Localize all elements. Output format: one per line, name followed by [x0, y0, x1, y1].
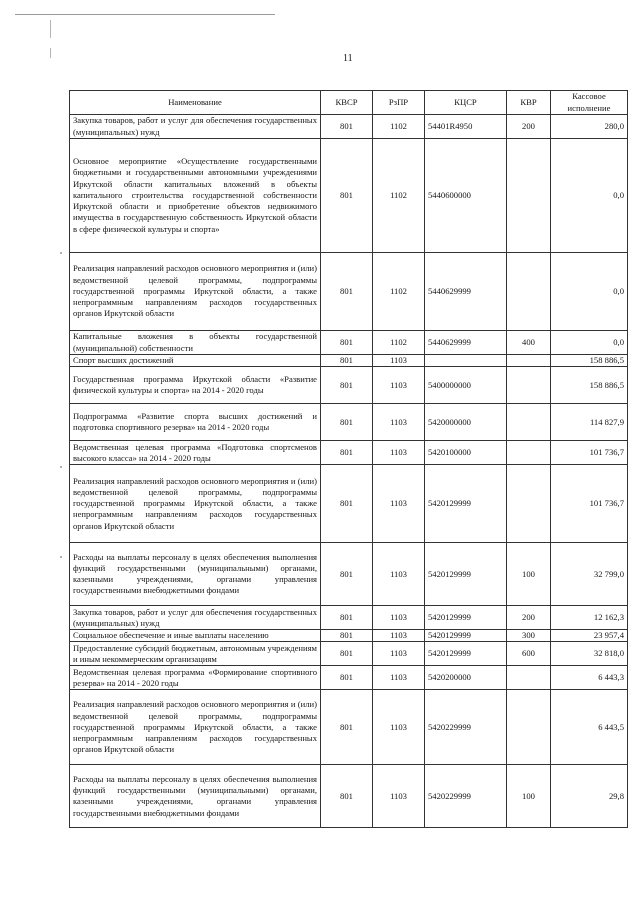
- cell-amount: 0,0: [551, 139, 628, 253]
- cell-kvr: 300: [507, 630, 551, 642]
- cell-amount: 32 818,0: [551, 642, 628, 666]
- cell-kcsr: 5440629999: [425, 331, 507, 355]
- cell-rzpr: 1102: [373, 115, 425, 139]
- cell-kvr: 200: [507, 606, 551, 630]
- cell-amount: 158 886,5: [551, 355, 628, 367]
- cell-kvr: [507, 253, 551, 331]
- cell-kvr: 200: [507, 115, 551, 139]
- cell-kcsr: 5420100000: [425, 441, 507, 465]
- table-row: [70, 690, 628, 765]
- cell-name: Спорт высших достижений: [70, 355, 321, 367]
- cell-kcsr: 5420129999: [425, 543, 507, 606]
- cell-amount: 0,0: [551, 253, 628, 331]
- cell-amount: 0,0: [551, 331, 628, 355]
- cell-kcsr: 5420129999: [425, 465, 507, 543]
- cell-name: Закупка товаров, работ и услуг для обеспечения государственных (муниципальных) нужд: [70, 606, 321, 630]
- cell-amount: 6 443,5: [551, 690, 628, 765]
- scan-artifact-dot: [60, 252, 62, 254]
- cell-kcsr: 5400000000: [425, 367, 507, 404]
- budget-execution-table: [69, 90, 628, 828]
- cell-kvr: [507, 139, 551, 253]
- cell-name: Государственная программа Иркутской области «Развитие физической культуры и спорта» на 2014 - 2020 годы: [70, 367, 321, 404]
- cell-kvsr: 801: [321, 115, 373, 139]
- scan-artifact-line: [15, 14, 275, 15]
- cell-kvsr: 801: [321, 606, 373, 630]
- cell-kvr: [507, 441, 551, 465]
- cell-amount: 12 162,3: [551, 606, 628, 630]
- cell-amount: 101 736,7: [551, 465, 628, 543]
- cell-amount: 32 799,0: [551, 543, 628, 606]
- page-number: 11: [343, 53, 353, 64]
- cell-kcsr: 5420200000: [425, 666, 507, 690]
- cell-rzpr: 1103: [373, 630, 425, 642]
- table-row: [70, 765, 628, 828]
- cell-name: Ведомственная целевая программа «Формирование спортивного резерва» на 2014 - 2020 годы: [70, 666, 321, 690]
- scan-artifact-dot: [60, 556, 62, 558]
- table-row: [70, 404, 628, 441]
- cell-kcsr: 5420229999: [425, 690, 507, 765]
- cell-amount: 101 736,7: [551, 441, 628, 465]
- cell-amount: 23 957,4: [551, 630, 628, 642]
- cell-amount: 6 443,3: [551, 666, 628, 690]
- cell-kcsr: 5420129999: [425, 630, 507, 642]
- table-row: [70, 642, 628, 666]
- cell-kcsr: [425, 355, 507, 367]
- header-name: Наименование: [70, 91, 321, 115]
- cell-rzpr: 1102: [373, 331, 425, 355]
- cell-kvsr: 801: [321, 765, 373, 828]
- cell-kvr: 600: [507, 642, 551, 666]
- cell-kvr: [507, 355, 551, 367]
- cell-amount: 158 886,5: [551, 367, 628, 404]
- cell-kcsr: 5440629999: [425, 253, 507, 331]
- cell-name: Расходы на выплаты персоналу в целях обеспечения выполнения функций государственными (муниципальными) органами, казенными учреждениями, органами управления государственными внебюджетными фондами: [70, 543, 321, 606]
- cell-amount: 29,8: [551, 765, 628, 828]
- table-body: [70, 115, 628, 828]
- scan-artifact-mark: [50, 20, 51, 38]
- cell-kcsr: 54401R4950: [425, 115, 507, 139]
- table-row: [70, 465, 628, 543]
- table-row: [70, 367, 628, 404]
- cell-kvsr: 801: [321, 367, 373, 404]
- cell-rzpr: 1102: [373, 253, 425, 331]
- cell-rzpr: 1103: [373, 441, 425, 465]
- cell-kvr: 100: [507, 543, 551, 606]
- cell-rzpr: 1103: [373, 543, 425, 606]
- cell-rzpr: 1103: [373, 465, 425, 543]
- cell-kvr: [507, 666, 551, 690]
- cell-kvsr: 801: [321, 543, 373, 606]
- cell-rzpr: 1103: [373, 666, 425, 690]
- header-rzpr: РзПР: [373, 91, 425, 115]
- cell-kvsr: 801: [321, 690, 373, 765]
- cell-kvsr: 801: [321, 355, 373, 367]
- cell-rzpr: 1103: [373, 690, 425, 765]
- cell-rzpr: 1103: [373, 367, 425, 404]
- table-header-row: [70, 91, 628, 115]
- scan-artifact-dot: [60, 466, 62, 468]
- table-row: [70, 253, 628, 331]
- cell-kvsr: 801: [321, 253, 373, 331]
- cell-kcsr: 5420129999: [425, 642, 507, 666]
- cell-kvsr: 801: [321, 465, 373, 543]
- cell-kcsr: 5420000000: [425, 404, 507, 441]
- cell-kcsr: 5420229999: [425, 765, 507, 828]
- cell-kvsr: 801: [321, 404, 373, 441]
- cell-kvsr: 801: [321, 630, 373, 642]
- cell-kvsr: 801: [321, 139, 373, 253]
- table-row: [70, 630, 628, 642]
- cell-amount: 114 827,9: [551, 404, 628, 441]
- cell-name: Реализация направлений расходов основного мероприятия и (или) ведомственной целевой программы, подпрограммы государственной программы Иркутской области, а также непрограммным направлениям расходов государственных органов Иркутской области: [70, 253, 321, 331]
- cell-rzpr: 1102: [373, 139, 425, 253]
- cell-rzpr: 1103: [373, 642, 425, 666]
- cell-rzpr: 1103: [373, 355, 425, 367]
- table-row: [70, 543, 628, 606]
- cell-rzpr: 1103: [373, 404, 425, 441]
- table-row: [70, 115, 628, 139]
- cell-amount: 280,0: [551, 115, 628, 139]
- cell-kvsr: 801: [321, 331, 373, 355]
- header-kvr: КВР: [507, 91, 551, 115]
- cell-kcsr: 5420129999: [425, 606, 507, 630]
- cell-name: Капитальные вложения в объекты государственной (муниципальной) собственности: [70, 331, 321, 355]
- cell-name: Расходы на выплаты персоналу в целях обеспечения выполнения функций государственными (муниципальными) органами, казенными учреждениями, органами управления государственными внебюджетными фондами: [70, 765, 321, 828]
- table-row: [70, 441, 628, 465]
- table-row: [70, 139, 628, 253]
- header-kvsr: КВСР: [321, 91, 373, 115]
- cell-kvr: [507, 404, 551, 441]
- cell-kvr: [507, 465, 551, 543]
- cell-kvsr: 801: [321, 642, 373, 666]
- table-row: [70, 666, 628, 690]
- table-row: [70, 606, 628, 630]
- table-row: [70, 331, 628, 355]
- cell-rzpr: 1103: [373, 765, 425, 828]
- scan-artifact-mark: [50, 48, 51, 58]
- cell-name: Подпрограмма «Развитие спорта высших достижений и подготовка спортивного резерва» на 2014 - 2020 годы: [70, 404, 321, 441]
- cell-kvsr: 801: [321, 441, 373, 465]
- header-kcsr: КЦСР: [425, 91, 507, 115]
- cell-kvr: [507, 690, 551, 765]
- cell-kvr: 100: [507, 765, 551, 828]
- cell-name: Предоставление субсидий бюджетным, автономным учреждениям и иным некоммерческим организациям: [70, 642, 321, 666]
- header-amount: Кассовое исполнение: [551, 91, 628, 115]
- cell-kvr: 400: [507, 331, 551, 355]
- cell-kcsr: 5440600000: [425, 139, 507, 253]
- table-row: [70, 355, 628, 367]
- cell-name: Реализация направлений расходов основного мероприятия и (или) ведомственной целевой программы, подпрограммы государственной программы Иркутской области, а также непрограммным направлениям расходов государственных органов Иркутской области: [70, 465, 321, 543]
- cell-name: Ведомственная целевая программа «Подготовка спортсменов высокого класса» на 2014 - 2020 годы: [70, 441, 321, 465]
- cell-kvsr: 801: [321, 666, 373, 690]
- cell-kvr: [507, 367, 551, 404]
- cell-name: Реализация направлений расходов основного мероприятия и (или) ведомственной целевой программы, подпрограммы государственной программы Иркутской области, а также непрограммным направлениям расходов государственных органов Иркутской области: [70, 690, 321, 765]
- cell-name: Социальное обеспечение и иные выплаты населению: [70, 630, 321, 642]
- cell-rzpr: 1103: [373, 606, 425, 630]
- cell-name: Закупка товаров, работ и услуг для обеспечения государственных (муниципальных) нужд: [70, 115, 321, 139]
- cell-name: Основное мероприятие «Осуществление государственными бюджетными и государственными автономными учреждениями Иркутской области капитальных вложений в объекты капитального строительства государственной собственности Иркутской области и приобретение объектов недвижимого имущества в государственную собственность Иркутской области в сфере физической культуры и спорта»: [70, 139, 321, 253]
